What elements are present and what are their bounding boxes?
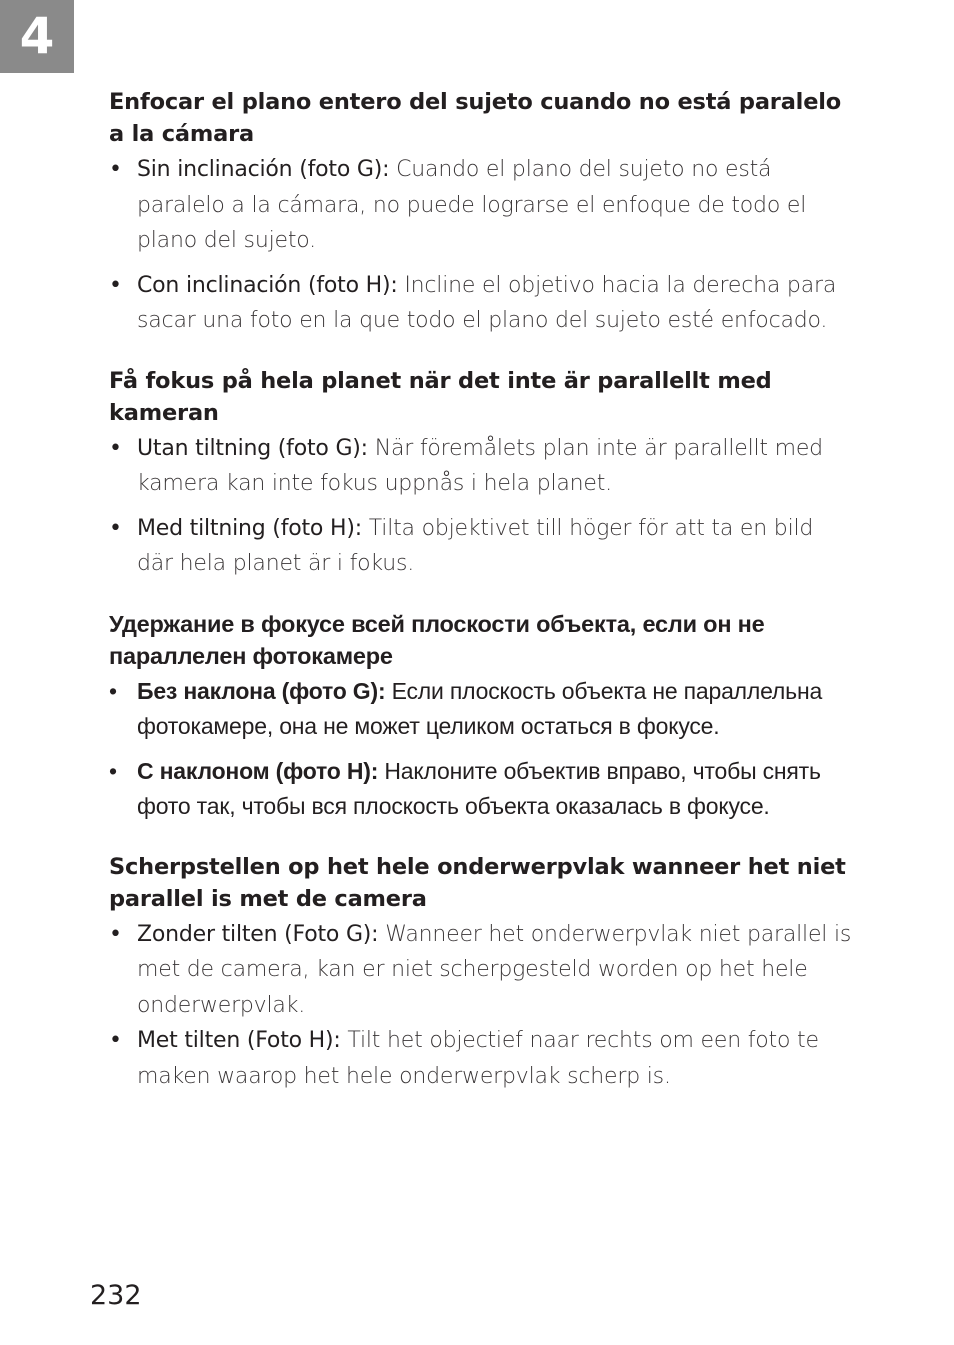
section-heading: Удержание в фокусе всей плоскости объекта, если он не параллелен фотокамере	[109, 610, 765, 669]
bullet-icon: •	[109, 921, 122, 947]
list-item	[109, 917, 854, 1024]
item-term: Con inclinación (foto H):	[137, 272, 398, 298]
list-item	[109, 754, 854, 825]
section-dutch	[109, 851, 854, 1095]
item-term: Sin inclinación (foto G):	[137, 157, 390, 182]
bullet-icon: •	[109, 272, 122, 298]
item-term: Med tiltning (foto H):	[137, 515, 362, 541]
section-heading: Få fokus på hela planet när det inte är parallellt med kameran	[109, 367, 772, 426]
bullet-icon: •	[109, 757, 117, 784]
list-item	[109, 1023, 854, 1094]
chapter-tab: 4	[0, 0, 74, 73]
list-item	[109, 152, 854, 259]
item-term: Zonder tilten (Foto G):	[137, 921, 379, 947]
list-item	[109, 268, 854, 339]
page-number: 232	[90, 1280, 142, 1311]
section-spanish	[109, 86, 854, 339]
item-description: Wanneer het onderwerpvlak niet parallel is met de camera, kan er niet scherpgesteld worden op het hele onderwerpvlak.	[137, 921, 852, 1018]
bullet-icon: •	[109, 1028, 122, 1053]
item-description: Tilt het objectief naar rechts om een foto te maken waarop het hele onderwerpvlak scherp is.	[137, 1028, 819, 1089]
item-description: Incline el objetivo hacia la derecha para sacar una foto en la que todo el plano del sujeto esté enfocado.	[137, 272, 837, 333]
item-term: Met tilten (Foto H):	[137, 1028, 341, 1053]
bullet-list	[109, 431, 854, 582]
item-term: Utan tiltning (foto G):	[137, 435, 368, 461]
section-heading: Enfocar el plano entero del sujeto cuando no está paralelo a la cámara	[109, 89, 842, 147]
bullet-icon: •	[109, 435, 122, 461]
item-description: Tilta objektivet till höger för att ta en bild där hela planet är i fokus.	[137, 515, 814, 576]
list-item	[109, 431, 854, 502]
bullet-icon: •	[109, 677, 117, 704]
list-item	[109, 511, 854, 582]
section-swedish	[109, 365, 854, 582]
bullet-list	[109, 674, 854, 825]
item-description: Если плоскость объекта не параллельна фотокамере, она не может целиком остаться в фокусе.	[137, 677, 823, 739]
item-term: Без наклона (фото G):	[137, 677, 386, 704]
bullet-list	[109, 152, 854, 339]
page-content	[109, 86, 854, 1116]
item-description: När föremålets plan inte är parallellt med kamera kan inte fokus uppnås i hela planet.	[137, 435, 823, 496]
item-term: С наклоном (фото H):	[137, 757, 379, 784]
section-russian	[109, 608, 854, 825]
bullet-icon: •	[109, 515, 122, 541]
bullet-icon: •	[109, 157, 122, 182]
list-item	[109, 674, 854, 745]
item-description: Cuando el plano del sujeto no está paralelo a la cámara, no puede lograrse el enfoque de todo el plano del sujeto.	[137, 157, 807, 253]
section-heading: Scherpstellen op het hele onderwerpvlak wanneer het niet parallel is met de camera	[109, 853, 846, 912]
bullet-list	[109, 917, 854, 1095]
item-description: Наклоните объектив вправо, чтобы снять фото так, чтобы вся плоскость объекта оказалась в фокусе.	[137, 757, 821, 819]
